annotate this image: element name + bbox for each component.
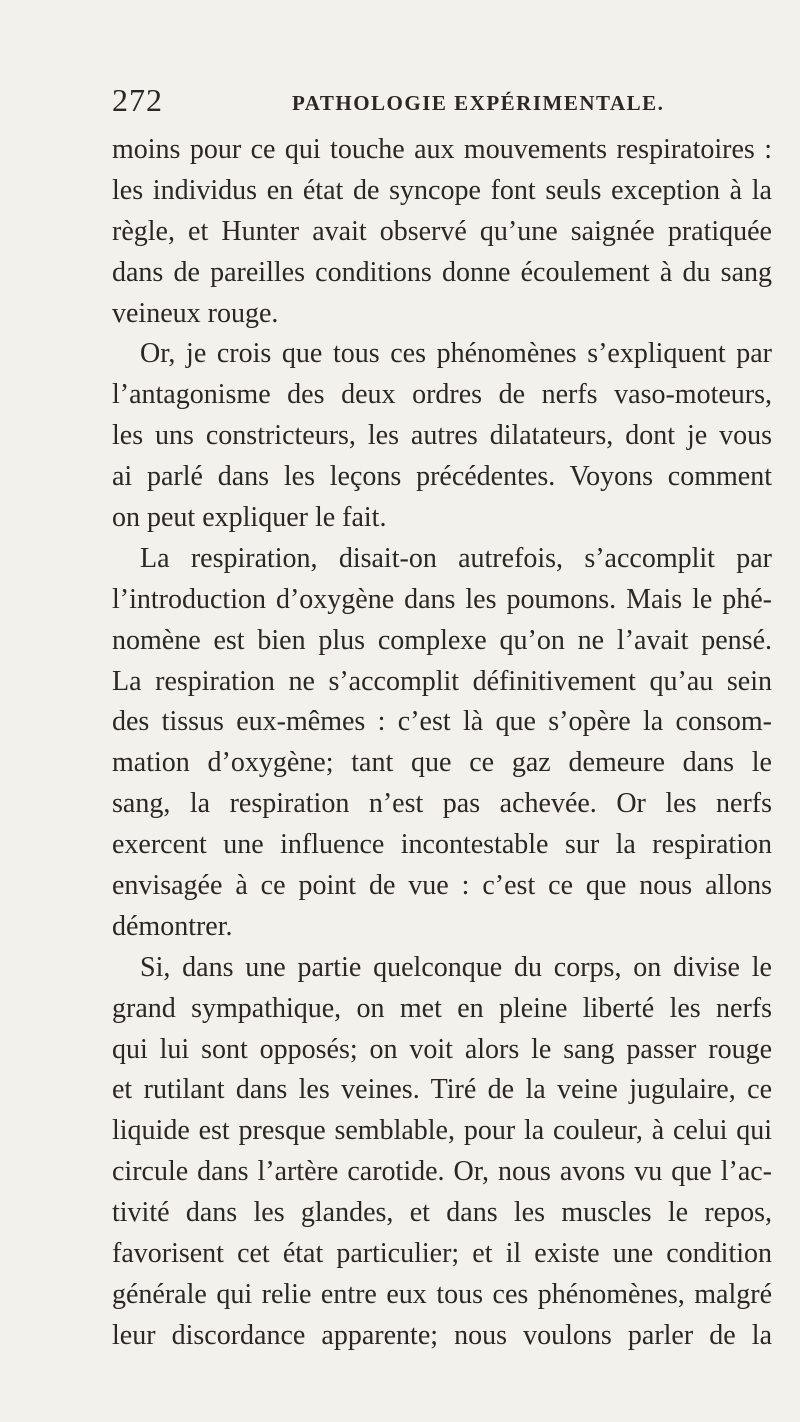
text-line: nomène est bien plus complexe qu’on ne l’avait pensé.: [112, 624, 772, 656]
text-line: ai parlé dans les leçons précédentes. Voyons comment: [112, 461, 772, 493]
text-line: démontrer.: [112, 910, 233, 942]
text-line: moins pour ce qui touche aux mouvements respiratoires :: [112, 134, 772, 165]
text-line: règle, et Hunter avait observé qu’une saignée pratiquée: [112, 215, 772, 247]
page-header: [112, 82, 772, 122]
text-line: envisagée à ce point de vue : c’est ce que nous allons: [112, 870, 772, 902]
text-line: mation d’oxygène; tant que ce gaz demeure dans le: [112, 747, 772, 779]
text-line: on peut expliquer le fait.: [112, 502, 387, 534]
text-line: sang, la respiration n’est pas achevée. Or les nerfs: [112, 788, 772, 820]
text-line: favorisent cet état particulier; et il existe une condition: [112, 1238, 772, 1270]
text-line: dans de pareilles conditions donne écoulement à du sang: [112, 256, 772, 288]
page-number: 272: [112, 82, 163, 118]
text-line: Si, dans une partie quelconque du corps, on divise le: [140, 951, 772, 983]
text-line: circule dans l’artère carotide. Or, nous avons vu que l’ac-: [112, 1156, 772, 1188]
text-line: exercent une influence incontestable sur la respiration: [112, 829, 772, 861]
text-line: des tissus eux-mêmes : c’est là que s’opère la consom-: [112, 706, 772, 738]
text-line: et rutilant dans les veines. Tiré de la veine jugulaire, ce: [112, 1074, 772, 1106]
text-line: veineux rouge.: [112, 297, 279, 329]
text-line: liquide est presque semblable, pour la couleur, à celui qui: [112, 1115, 772, 1147]
text-line: La respiration ne s’accomplit définitivement qu’au sein: [112, 665, 772, 697]
text-line: les individus en état de syncope font seuls exception à la: [112, 174, 772, 206]
text-line: générale qui relie entre eux tous ces phénomènes, malgré: [112, 1278, 772, 1310]
text-line: La respiration, disait-on autrefois, s’accomplit par: [140, 542, 772, 574]
text-line: les uns constricteurs, les autres dilatateurs, dont je vous: [112, 420, 772, 452]
text-line: tivité dans les glandes, et dans les muscles le repos,: [112, 1197, 772, 1229]
running-title: PATHOLOGIE EXPÉRIMENTALE.: [292, 91, 665, 115]
text-line: l’antagonisme des deux ordres de nerfs vaso-moteurs,: [112, 379, 772, 411]
text-line: leur discordance apparente; nous voulons parler de la: [112, 1319, 772, 1351]
text-line: grand sympathique, on met en pleine liberté les nerfs: [112, 992, 772, 1024]
text-line: qui lui sont opposés; on voit alors le sang passer rouge: [112, 1033, 772, 1065]
body-text: [112, 130, 772, 1357]
text-line: l’introduction d’oxygène dans les poumons. Mais le phé-: [112, 583, 772, 615]
text-line: Or, je crois que tous ces phénomènes s’expliquent par: [140, 338, 772, 370]
